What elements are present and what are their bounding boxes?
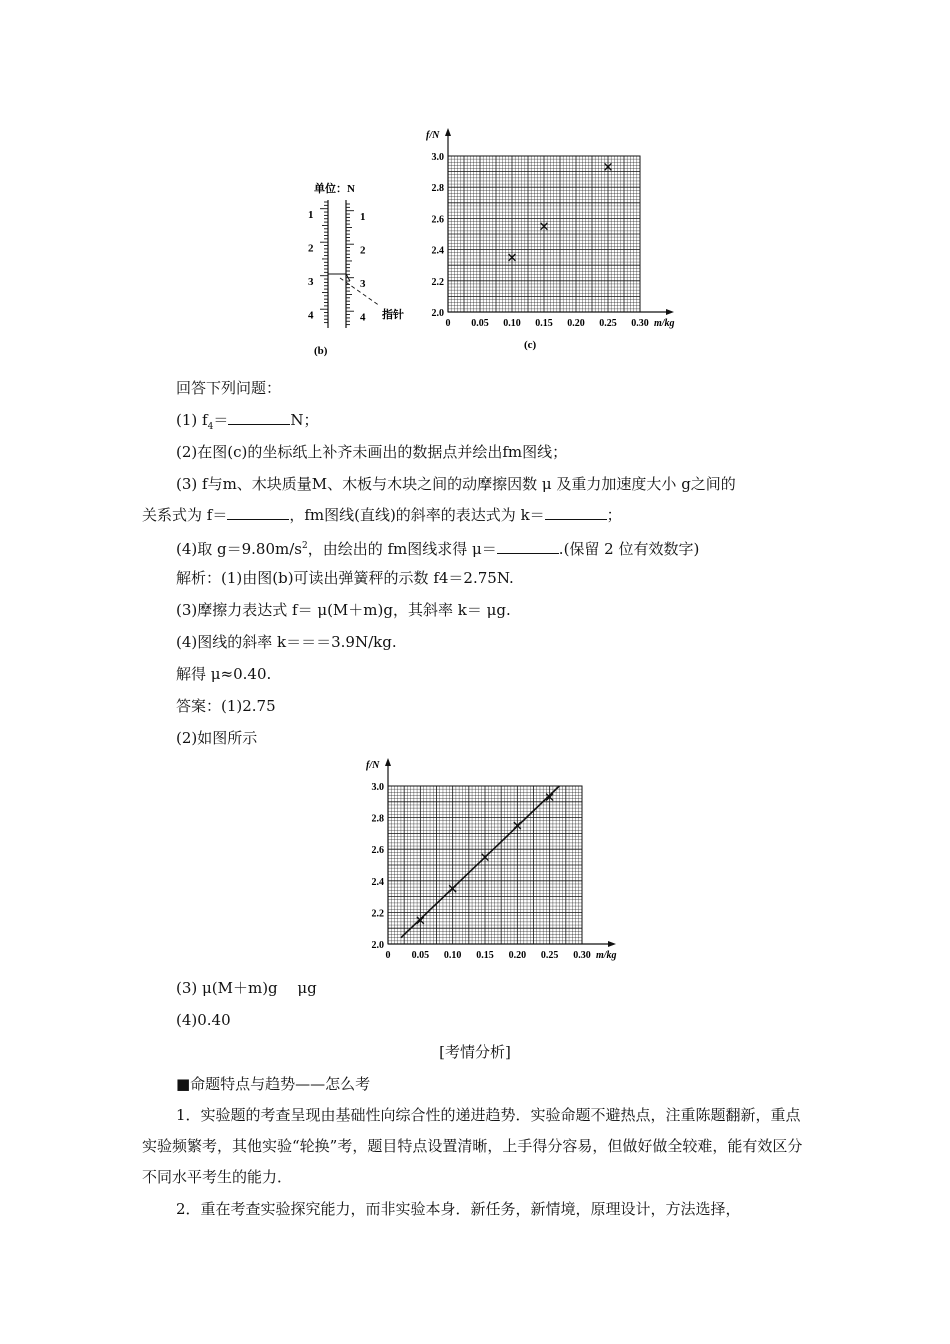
x-axis-arrow (608, 941, 616, 947)
x-tick-label: 0.05 (411, 950, 430, 961)
x-tick-label: 0.10 (503, 318, 521, 329)
figure-b-caption: (b) (314, 345, 328, 357)
y-tick-label: 2.2 (431, 276, 444, 288)
question-3-line2: 关系式为 f＝ ，fm图线(直线)的斜率的表达式为 k＝ ； (142, 506, 622, 524)
solution-1: 解析：(1)由图(b)可读出弹簧秤的示数 f4＝2.75N. (176, 569, 514, 587)
y-axis-label: f/N (426, 130, 440, 141)
y-axis-arrow (445, 128, 451, 136)
x-tick-label: 0.15 (476, 950, 494, 961)
right-tick-label: 2 (360, 244, 366, 257)
x-axis-label: m/kg (654, 318, 675, 329)
answer-1: 答案：(1)2.75 (176, 697, 276, 715)
solution-4: (4)图线的斜率 k＝＝＝3.9N/kg. (176, 633, 397, 651)
x-tick-label: 0.10 (443, 950, 462, 961)
answer-intro: 回答下列问题： (176, 379, 282, 397)
y-tick-label: 3.0 (371, 782, 384, 793)
section-heading: ■命题特点与趋势——怎么考 (176, 1075, 371, 1093)
left-tick-label: 1 (308, 209, 314, 221)
left-tick-label: 3 (308, 276, 314, 288)
question-3-line1: (3) f与m、木块质量M、木板与木块之间的动摩擦因数 μ 及重力加速度大小 g之间的 (176, 475, 736, 493)
question-2: (2)在图(c)的坐标纸上补齐未画出的数据点并绘出fm图线； (176, 443, 568, 461)
y-tick-label: 2.6 (431, 214, 444, 226)
x-tick-label: 0.30 (631, 318, 649, 329)
y-tick-label: 2.6 (371, 845, 384, 857)
question-4: (4)取 $g=9.80m/s^2$，由绘出的 fm图线求得 μ＝ .(保留 2 位有效数字) (176, 540, 700, 558)
y-tick-label: 2.2 (371, 908, 384, 920)
y-tick-label: 2.4 (371, 876, 384, 888)
question-1: (1) $f_4= N$； (176, 411, 319, 432)
x-tick-label: 0 (385, 950, 391, 961)
y-tick-label: 3.0 (431, 152, 444, 163)
y-axis-arrow (385, 758, 391, 766)
right-tick-label: 3 (360, 278, 366, 290)
section-title: [考情分析] (439, 1043, 511, 1061)
paragraph-2: 2．重在考查实验探究能力，而非实验本身．新任务，新情境，原理设计，方法选择， (176, 1200, 741, 1218)
left-tick-label: 4 (308, 309, 314, 322)
answer-blank (227, 505, 289, 520)
y-tick-label: 2.4 (431, 245, 444, 257)
y-axis-label: f/N (366, 760, 380, 771)
answer-blank (228, 410, 290, 425)
unit-label: 单位：N (314, 183, 355, 195)
y-tick-label: 2.0 (431, 308, 444, 319)
spring-scale-figure (300, 178, 420, 360)
answer-blank (545, 505, 607, 520)
y-tick-label: 2.8 (371, 813, 384, 825)
x-tick-label: 0.30 (573, 950, 591, 961)
x-axis-label: m/kg (596, 950, 617, 961)
y-tick-label: 2.0 (371, 940, 384, 951)
pointer-label: 指针 (382, 309, 404, 321)
answer-3: (3) μ(M＋m)g μg (176, 979, 317, 997)
answer-4: (4)0.40 (176, 1011, 231, 1029)
y-tick-label: 2.8 (431, 183, 444, 195)
figure-c-caption: (c) (524, 339, 537, 351)
answer-blank (497, 539, 559, 554)
x-tick-label: 0.05 (471, 318, 489, 329)
figure-c-chart (418, 122, 688, 364)
x-axis-arrow (666, 309, 674, 315)
solution-3: (3)摩擦力表达式 f＝ μ(M＋m)g，其斜率 k＝ μg. (176, 601, 511, 619)
right-tick-label: 4 (360, 311, 366, 324)
x-tick-label: 0.20 (567, 318, 585, 329)
x-tick-label: 0.15 (535, 318, 553, 329)
left-tick-label: 2 (308, 242, 314, 255)
x-tick-label: 0.25 (599, 318, 617, 329)
answer-chart (358, 756, 628, 966)
answer-2: (2)如图所示 (176, 729, 258, 747)
x-tick-label: 0.20 (508, 950, 527, 961)
right-tick-label: 1 (360, 211, 366, 223)
x-tick-label: 0 (445, 318, 451, 329)
paragraph-1: 1．实验题的考查呈现由基础性向综合性的递进趋势．实验命题不避热点，注重陈题翻新，重点实验频繁考，其他实验“轮换”考，题目特点设置清晰，上手得分容易，但做好做全较难，能有效区分不同水平考生的能力． (142, 1106, 803, 1186)
solution-5: 解得 μ≈0.40. (176, 665, 272, 683)
x-tick-label: 0.25 (540, 950, 559, 961)
